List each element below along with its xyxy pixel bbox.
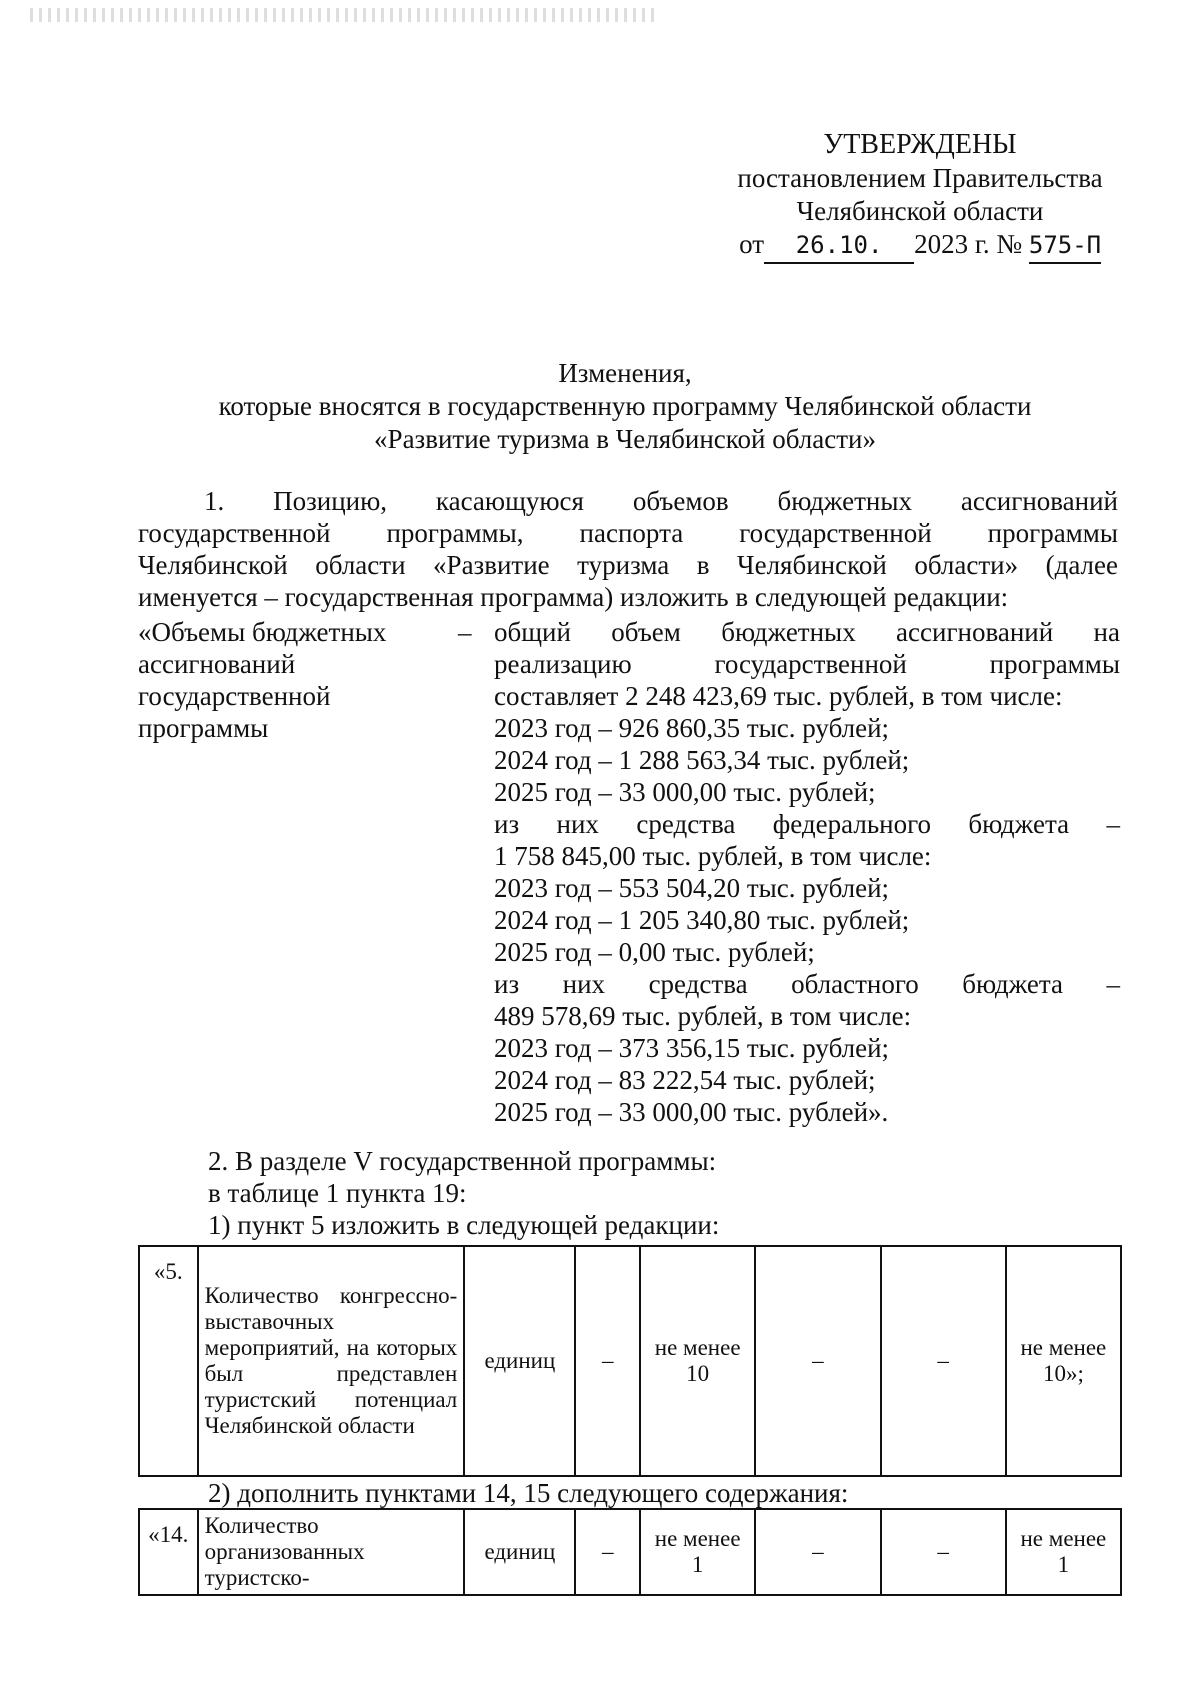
name-line: туристско- bbox=[204, 1565, 310, 1590]
budget-line: реализацию государственной программы bbox=[494, 649, 1120, 679]
section-2-line-1: 2. В разделе V государственной программы: bbox=[208, 1146, 717, 1176]
paragraph-1-line-4: именуется – государственная программа) изложить в следующей редакции: bbox=[138, 582, 1009, 612]
budget-line: 2024 год – 83 222,54 тыс. рублей; bbox=[494, 1065, 876, 1095]
budget-line: 2025 год – 33 000,00 тыс. рублей». bbox=[494, 1097, 889, 1127]
indicator-table-item-5 bbox=[138, 1245, 1122, 1477]
approval-title: УТВЕРЖДЕНЫ bbox=[823, 129, 1017, 160]
budget-line: 2024 год – 1 288 563,34 тыс. рублей; bbox=[494, 745, 910, 775]
budget-line: составляет 2 248 423,69 тыс. рублей, в том числе: bbox=[494, 681, 1063, 711]
value-line: не менее bbox=[1020, 1335, 1107, 1360]
budget-label-line: «Объемы бюджетных bbox=[138, 617, 387, 647]
section-2 bbox=[208, 1145, 1108, 1241]
section-2-item-2 bbox=[208, 1477, 1108, 1509]
indicator-table-item-14 bbox=[138, 1508, 1122, 1596]
budget-label-line: ассигнований bbox=[138, 649, 296, 679]
value-line: 1 bbox=[691, 1552, 704, 1577]
value-line: не менее bbox=[1020, 1526, 1107, 1551]
document-heading bbox=[130, 357, 1120, 456]
value-cell bbox=[640, 1509, 755, 1595]
table-row bbox=[139, 1246, 1121, 1476]
value-line: 10»; bbox=[1042, 1361, 1084, 1386]
budget-line: 2025 год – 33 000,00 тыс. рублей; bbox=[494, 777, 876, 807]
value-line: 1 bbox=[1057, 1552, 1070, 1577]
value-cell: – bbox=[755, 1509, 880, 1595]
section-2-line-3: 1) пункт 5 изложить в следующей редакции: bbox=[208, 1210, 720, 1240]
value-cell bbox=[1006, 1509, 1121, 1595]
indicator-name: Количество конгрессно-выставочных мероприятий, на которых был представлен туристский потенциал Челябинской области bbox=[198, 1246, 465, 1476]
unit-cell: единиц bbox=[464, 1509, 575, 1595]
budget-line: общий объем бюджетных ассигнований на bbox=[494, 617, 1120, 647]
budget-dash: – bbox=[458, 617, 472, 647]
approval-line-1: постановлением Правительства bbox=[737, 163, 1103, 193]
item-number: «14. bbox=[139, 1509, 198, 1595]
value-cell: – bbox=[881, 1509, 1006, 1595]
value-cell: – bbox=[881, 1246, 1006, 1476]
budget-line: из них средства областного бюджета – bbox=[494, 969, 1120, 999]
value-cell: – bbox=[575, 1509, 640, 1595]
value-cell bbox=[640, 1246, 755, 1476]
name-line: организованных bbox=[204, 1539, 365, 1564]
approval-block bbox=[720, 128, 1120, 264]
name-line: Количество bbox=[204, 1513, 319, 1538]
value-cell: – bbox=[575, 1246, 640, 1476]
budget-line: 1 758 845,00 тыс. рублей, в том числе: bbox=[494, 841, 932, 871]
value-cell bbox=[1006, 1246, 1121, 1476]
paragraph-1 bbox=[138, 485, 1118, 613]
heading-line-1: Изменения, bbox=[558, 358, 692, 388]
paragraph-1-line-2: государственной программы, паспорта государственной программы bbox=[138, 518, 1118, 548]
budget-line: 2023 год – 553 504,20 тыс. рублей; bbox=[494, 873, 890, 903]
unit-cell: единиц bbox=[464, 1246, 575, 1476]
budget-line: 2025 год – 0,00 тыс. рублей; bbox=[494, 937, 815, 967]
budget-label-line: программы bbox=[138, 713, 269, 743]
heading-line-3: «Развитие туризма в Челябинской области» bbox=[374, 424, 876, 454]
date-prefix: от bbox=[739, 229, 765, 259]
value-line: не менее bbox=[654, 1526, 741, 1551]
paragraph-1-line-1: 1. Позицию, касающуюся объемов бюджетных ассигнований bbox=[204, 486, 1118, 516]
heading-line-2: которые вносятся в государственную программу Челябинской области bbox=[218, 391, 1032, 421]
value-cell: – bbox=[755, 1246, 880, 1476]
budget-line: 2023 год – 373 356,15 тыс. рублей; bbox=[494, 1033, 890, 1063]
value-line: не менее bbox=[654, 1335, 741, 1360]
approval-line-2: Челябинской области bbox=[796, 196, 1044, 226]
budget-line: 2024 год – 1 205 340,80 тыс. рублей; bbox=[494, 905, 910, 935]
scan-artifact bbox=[30, 8, 660, 22]
section-2-line-2: в таблице 1 пункта 19: bbox=[208, 1178, 467, 1208]
budget-line: 2023 год – 926 860,35 тыс. рублей; bbox=[494, 713, 890, 743]
item-number: «5. bbox=[139, 1246, 198, 1476]
budget-values bbox=[494, 616, 1120, 1128]
budget-label-line: государственной bbox=[138, 681, 331, 711]
budget-line: 489 578,69 тыс. рублей, в том числе: bbox=[494, 1001, 912, 1031]
approval-date-line bbox=[720, 228, 1120, 264]
table-row bbox=[139, 1509, 1121, 1595]
approval-number: 575-П bbox=[1029, 229, 1101, 264]
budget-label bbox=[138, 616, 448, 744]
indicator-name bbox=[198, 1509, 465, 1595]
budget-line: из них средства федерального бюджета – bbox=[494, 809, 1120, 839]
approval-year: 2023 г. № bbox=[914, 229, 1023, 259]
section-2-line-4: 2) дополнить пунктами 14, 15 следующего содержания: bbox=[208, 1478, 849, 1508]
paragraph-1-line-3: Челябинской области «Развитие туризма в Челябинской области» (далее bbox=[138, 550, 1118, 580]
approval-date: 26.10. bbox=[764, 229, 914, 264]
value-line: 10 bbox=[686, 1361, 710, 1386]
